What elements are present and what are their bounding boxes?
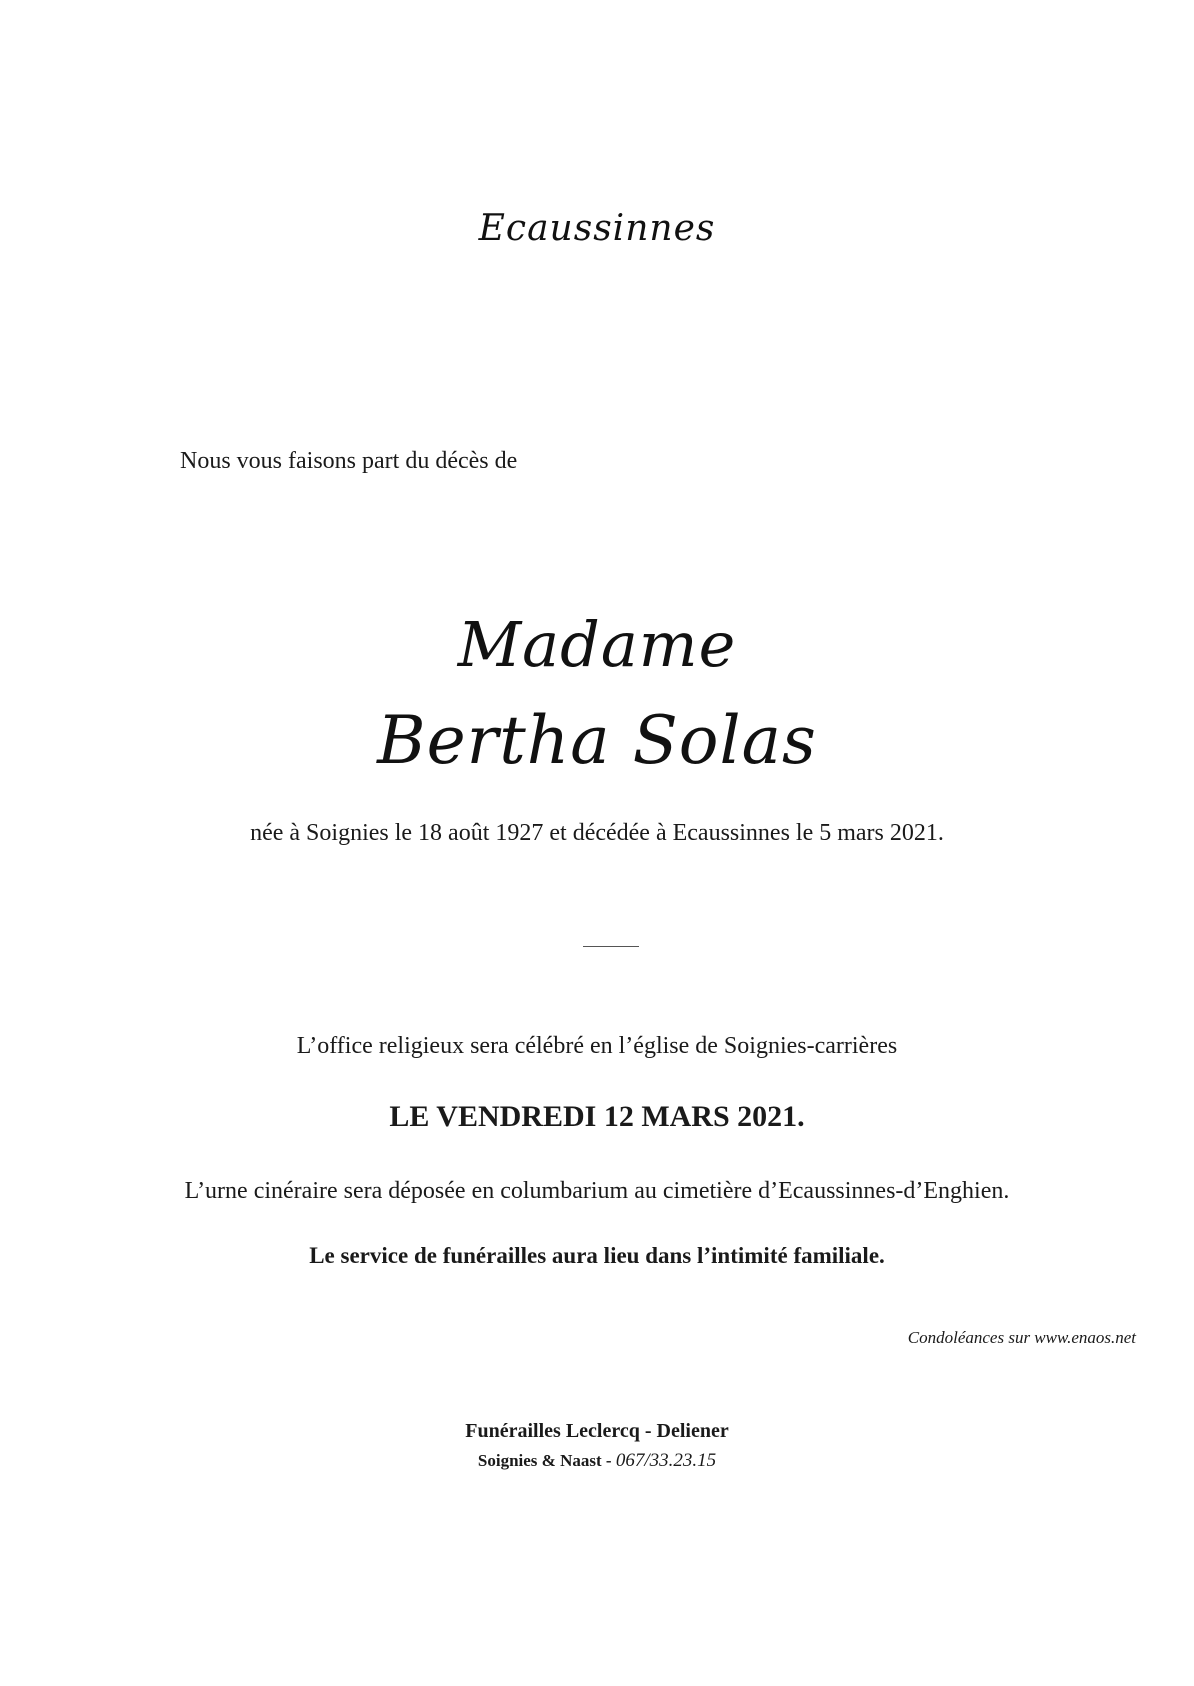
intro-text: Nous vous faisons part du décès de: [180, 448, 518, 474]
urn-text: L’urne cinéraire sera déposée en columbarium au cimetière d’Ecaussinnes-d’Enghien.: [184, 1178, 1010, 1204]
intimacy-notice: Le service de funérailles aura lieu dans l’intimité familiale.: [309, 1243, 885, 1268]
funeral-home-contact: [0, 1450, 1194, 1472]
deceased-name: Bertha Solas: [377, 702, 817, 779]
phone-number[interactable]: 067/33.23.15: [615, 1450, 717, 1471]
funeral-home-name: Funérailles Leclercq - Deliener: [465, 1420, 729, 1442]
divider-line: [583, 946, 639, 947]
service-date: LE VENDREDI 12 MARS 2021.: [389, 1100, 805, 1133]
birth-death-dates: née à Soignies le 18 août 1927 et décédée à Ecaussinnes le 5 mars 2021.: [250, 820, 944, 846]
town-heading: Ecaussinnes: [478, 208, 716, 249]
religious-office-text: L’office religieux sera célébré en l’église de Soignies-carrières: [296, 1033, 898, 1059]
deceased-title: Madame: [457, 608, 737, 681]
condolences-link[interactable]: Condoléances sur www.enaos.net: [907, 1328, 1136, 1347]
funeral-home-locations: Soignies & Naast -: [477, 1451, 616, 1470]
